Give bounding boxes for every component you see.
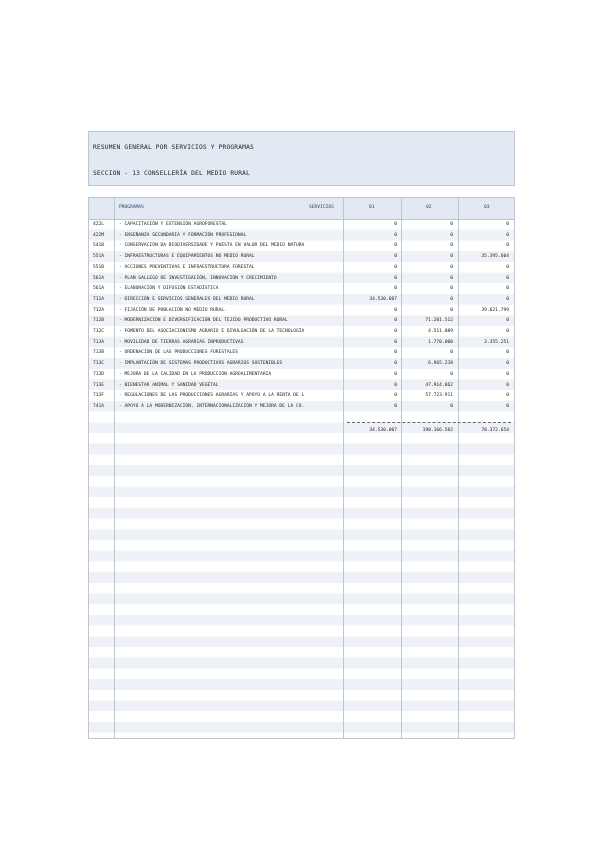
cell-d2: 0: [450, 307, 453, 313]
table-row: [89, 370, 514, 381]
cell-desc: - MOVILIDAD DE TIERRAS AGRARIAS INPRODUCTIVAS: [119, 339, 244, 345]
cell-d3: 0: [506, 371, 509, 377]
cell-desc: - CONSERVACIÓN DA BIODIVERSIDADE Y PUESTA EN VALOR DEL MEDIO NATURA: [119, 243, 305, 249]
cell-d3: 0: [506, 382, 509, 388]
cell-desc: - DIRECCIÓN E SERVICIOS GENERALES DEL MEDIO RURAL: [119, 296, 255, 302]
cell-d2: 71.281.512: [425, 318, 453, 324]
cell-desc: - ENSEÑANZA SECUNDARIA Y FORMACIÓN PROFESIONAL: [119, 232, 247, 238]
cell-desc: - INFRAESTRUCTURAS E EQUIPAMIENTOS NO MEDIO RURAL: [119, 254, 255, 260]
table-row: [89, 263, 514, 274]
cell-d3: 0: [506, 350, 509, 356]
cell-d1: 0: [394, 232, 397, 238]
cell-d2: 0: [450, 232, 453, 238]
cell-d1: 0: [394, 403, 397, 409]
table-row: [89, 284, 514, 295]
table-row: [89, 316, 514, 327]
cell-d2: 0: [450, 350, 453, 356]
cell-code: 713C: [93, 361, 105, 367]
cell-d3: 0: [506, 318, 509, 324]
col-02: 02: [426, 205, 432, 210]
cell-d1: 0: [394, 393, 397, 399]
col-servicios: SERVICIOS: [309, 205, 334, 210]
cell-d1: 0: [394, 361, 397, 367]
cell-code: 561A: [93, 275, 105, 281]
cell-desc: - MEJORA DE LA CALIDAD EN LA PRODUCCIÓN AGROALIMENTARIA: [119, 371, 272, 377]
cell-code: 712B: [93, 318, 105, 324]
cell-desc: - REGULACIONES DE LAS PRODUCCIONES AGRARIAS Y APOYO A LA RENTA DE L: [119, 393, 305, 399]
col-programas: PROGRAMAS: [119, 205, 144, 210]
cell-d3: 0: [506, 264, 509, 270]
cell-desc: - ORDENACIÓN DE LAS PRODUCCIONES FORESTALES: [119, 350, 238, 356]
cell-code: 741A: [93, 403, 105, 409]
cell-d1: 0: [394, 307, 397, 313]
cell-code: 713E: [93, 382, 105, 388]
table-row: [89, 391, 514, 402]
col-01: 01: [369, 205, 375, 210]
cell-d3: 0: [506, 275, 509, 281]
table-row: [89, 220, 514, 231]
cell-d3: 0: [506, 286, 509, 292]
cell-d1: 0: [394, 329, 397, 334]
cell-desc: - ACCIONES PREVENTIVAS E INFRAESTRUCTURA FORESTAL: [119, 264, 255, 270]
cell-d1: 0: [394, 382, 397, 388]
total-02: 190.166.582: [422, 428, 453, 433]
total-03: 78.372.654: [481, 428, 509, 433]
cell-d2: 6.965.238: [428, 361, 453, 367]
cell-d1: 0: [394, 222, 397, 227]
cell-d2: 57.723.911: [425, 393, 453, 399]
cell-d1: 0: [394, 286, 397, 292]
cell-d1: 0: [394, 275, 397, 281]
cell-code: 712C: [93, 329, 105, 334]
table-row: [89, 381, 514, 392]
cell-d2: 0: [450, 296, 453, 302]
cell-code: 713A: [93, 339, 105, 345]
cell-d2: 0: [450, 222, 453, 227]
cell-d3: 39.621.799: [481, 307, 509, 313]
cell-desc: - CAPACITACIÓN Y EXTENSIÓN AGROFORESTAL: [119, 222, 227, 227]
cell-d3: 0: [506, 243, 509, 249]
cell-d3: 0: [506, 393, 509, 399]
cell-d2: 0: [450, 264, 453, 270]
col-03: 03: [484, 205, 490, 210]
table-row: [89, 348, 514, 359]
cell-d1: 0: [394, 318, 397, 324]
cell-code: 712A: [93, 307, 105, 313]
cell-d3: 0: [506, 361, 509, 367]
cell-d3: 0: [506, 222, 509, 227]
cell-code: 422L: [93, 222, 105, 227]
cell-desc: - FOMENTO DEL ASOCIACIONISMO AGRARIO E DIVULGACIÓN DE LA TECNOLOGÍA: [119, 329, 305, 334]
totals-row: [89, 426, 514, 436]
cell-code: 541B: [93, 243, 105, 249]
cell-desc: - MODERNIZACIÓN E DIVERSIFICACIÓN DEL TEJIDO PRODUCTIVO RURAL: [119, 318, 288, 324]
cell-desc: - APOYO A LA MODERNIZACIÓN, INTERNACIONALIZACIÓN Y MEJORA DE LA CO.: [119, 403, 305, 409]
cell-d2: 1.770.000: [428, 339, 453, 345]
cell-d3: 0: [506, 296, 509, 302]
table-row: [89, 231, 514, 242]
cell-d2: 0: [450, 275, 453, 281]
cell-d3: 0: [506, 403, 509, 409]
cell-desc: - IMPLANTACIÓN DE SISTEMAS PRODUCTIVOS AGRARIOS SOSTENIBLES: [119, 361, 283, 367]
table-row: [89, 252, 514, 263]
table-header: [89, 198, 514, 220]
cell-d1: 0: [394, 254, 397, 260]
cell-code: 713D: [93, 371, 105, 377]
cell-d3: 35.395.604: [481, 254, 509, 260]
cell-d2: 0: [450, 371, 453, 377]
cell-code: 422M: [93, 232, 105, 238]
cell-desc: - FIJACIÓN DE POBLACIÓN NO MEDIO RURAL.: [119, 307, 227, 313]
cell-desc: - BIENESTAR ANIMAL Y SANIDAD VEGETAL: [119, 382, 219, 388]
cell-d1: 0: [394, 264, 397, 270]
cell-d3: 3.355.251: [484, 339, 509, 345]
cell-code: 713F: [93, 393, 105, 399]
cell-d2: 0: [450, 254, 453, 260]
table-row: [89, 359, 514, 370]
cell-d3: 0: [506, 329, 509, 334]
total-01: 34.530.007: [369, 428, 397, 433]
cell-d2: 0: [450, 403, 453, 409]
table-row: [89, 306, 514, 317]
cell-desc: - ELABORACIÓN Y DIFUSIÓN ESTADÍSTICA: [119, 286, 219, 292]
cell-d2: 47.914.862: [425, 382, 453, 388]
cell-d2: 0: [450, 243, 453, 249]
cell-code: 551A: [93, 254, 105, 260]
table-row: [89, 402, 514, 413]
report-header: [88, 131, 515, 186]
table-row: [89, 241, 514, 252]
cell-desc: - PLAN GALLEGO DE INVESTIGACIÓN, INNOVACIÓN Y CRECIMIENTO: [119, 275, 277, 281]
cell-code: 713B: [93, 350, 105, 356]
table-row: [89, 338, 514, 349]
cell-d1: 0: [394, 339, 397, 345]
cell-d2: 4.511.089: [428, 329, 453, 334]
cell-d3: 0: [506, 232, 509, 238]
table-row: [89, 274, 514, 285]
cell-d2: 0: [450, 286, 453, 292]
table-row: [89, 295, 514, 306]
cell-d1: 34.530.007: [369, 296, 397, 302]
totals-separator: [347, 422, 511, 423]
table-row: [89, 327, 514, 338]
cell-d1: 0: [394, 350, 397, 356]
cell-code: 551B: [93, 264, 105, 270]
cell-d1: 0: [394, 371, 397, 377]
cell-code: 561A: [93, 286, 105, 292]
section-title: SECCION - 13 CONSELLERÍA DEL MEDIO RURAL: [93, 170, 251, 177]
cell-code: 711A: [93, 296, 105, 302]
summary-table: [88, 197, 515, 739]
cell-d1: 0: [394, 243, 397, 249]
report-title: RESUMEN GENERAL POR SERVICIOS Y PROGRAMAS: [93, 144, 254, 151]
